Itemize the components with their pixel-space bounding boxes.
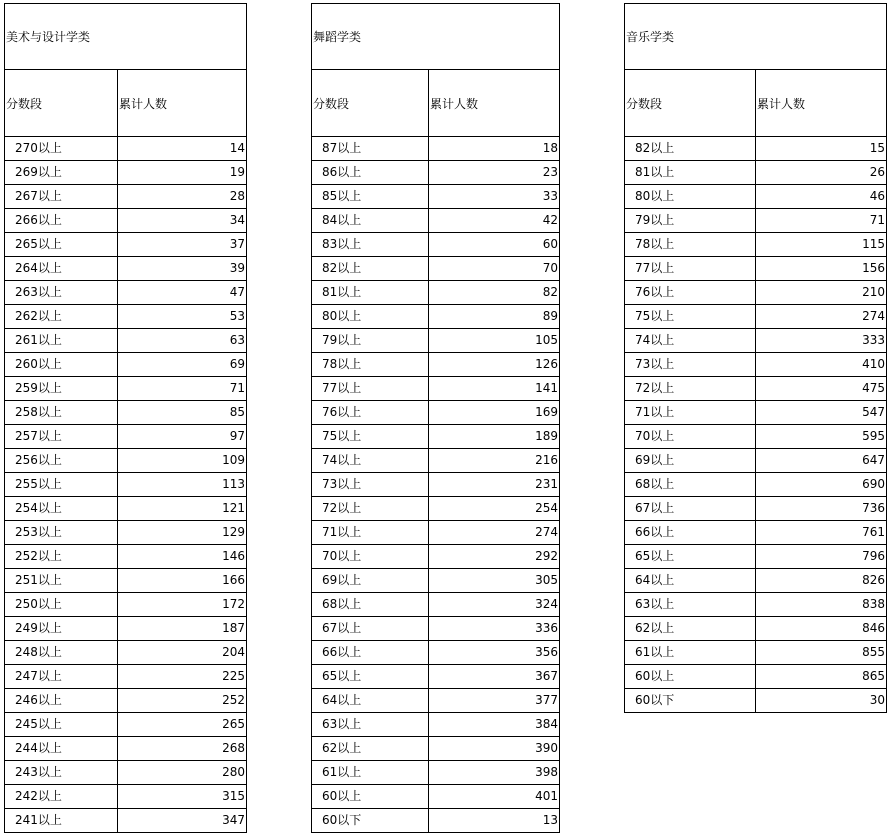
table-row [4, 209, 247, 233]
score-cell: 71以上 [624, 401, 755, 425]
table-row [624, 209, 887, 233]
count-cell: 475 [755, 377, 887, 401]
count-cell: 14 [117, 137, 247, 161]
table-row [311, 665, 560, 689]
table-row [311, 689, 560, 713]
count-cell: 33 [428, 185, 560, 209]
count-cell: 336 [428, 617, 560, 641]
table-row [311, 425, 560, 449]
count-cell: 826 [755, 569, 887, 593]
table-row [311, 281, 560, 305]
header-count: 累计人数 [428, 70, 560, 137]
count-cell: 225 [117, 665, 247, 689]
table-row [624, 617, 887, 641]
count-cell: 231 [428, 473, 560, 497]
count-cell: 690 [755, 473, 887, 497]
count-cell: 30 [755, 689, 887, 713]
score-cell: 251以上 [4, 569, 117, 593]
count-cell: 398 [428, 761, 560, 785]
table-row [624, 569, 887, 593]
table-row [624, 641, 887, 665]
table-row [311, 137, 560, 161]
count-cell: 69 [117, 353, 247, 377]
table-dance [311, 3, 560, 833]
table-row [311, 545, 560, 569]
table-row [311, 185, 560, 209]
score-cell: 75以上 [624, 305, 755, 329]
table-row [4, 689, 247, 713]
table-row [624, 401, 887, 425]
score-cell: 249以上 [4, 617, 117, 641]
table-row [311, 257, 560, 281]
table-art-design [4, 3, 247, 833]
count-cell: 42 [428, 209, 560, 233]
score-cell: 244以上 [4, 737, 117, 761]
score-cell: 75以上 [311, 425, 428, 449]
table-row [311, 161, 560, 185]
table-row [624, 281, 887, 305]
table-row [311, 761, 560, 785]
score-cell: 63以上 [624, 593, 755, 617]
score-cell: 60以上 [624, 665, 755, 689]
table-row [624, 425, 887, 449]
score-cell: 64以上 [311, 689, 428, 713]
table-row [311, 401, 560, 425]
score-cell: 245以上 [4, 713, 117, 737]
count-cell: 13 [428, 809, 560, 833]
score-cell: 250以上 [4, 593, 117, 617]
count-cell: 146 [117, 545, 247, 569]
table-row [4, 641, 247, 665]
header-count: 累计人数 [755, 70, 887, 137]
table-row [624, 521, 887, 545]
header-row [311, 70, 560, 137]
score-cell: 73以上 [311, 473, 428, 497]
table-row [311, 641, 560, 665]
count-cell: 115 [755, 233, 887, 257]
count-cell: 189 [428, 425, 560, 449]
count-cell: 97 [117, 425, 247, 449]
table-row [311, 497, 560, 521]
score-cell: 241以上 [4, 809, 117, 833]
score-cell: 80以上 [311, 305, 428, 329]
score-cell: 79以上 [624, 209, 755, 233]
score-cell: 68以上 [624, 473, 755, 497]
count-cell: 305 [428, 569, 560, 593]
score-cell: 70以上 [624, 425, 755, 449]
score-cell: 61以上 [311, 761, 428, 785]
score-cell: 69以上 [311, 569, 428, 593]
count-cell: 18 [428, 137, 560, 161]
count-cell: 71 [755, 209, 887, 233]
count-cell: 838 [755, 593, 887, 617]
count-cell: 15 [755, 137, 887, 161]
table-row [624, 665, 887, 689]
count-cell: 384 [428, 713, 560, 737]
count-cell: 82 [428, 281, 560, 305]
count-cell: 547 [755, 401, 887, 425]
score-cell: 261以上 [4, 329, 117, 353]
table-row [4, 257, 247, 281]
count-cell: 210 [755, 281, 887, 305]
count-cell: 595 [755, 425, 887, 449]
score-cell: 69以上 [624, 449, 755, 473]
header-row [4, 70, 247, 137]
table-row [4, 161, 247, 185]
table-row [311, 521, 560, 545]
score-cell: 265以上 [4, 233, 117, 257]
table-row [311, 713, 560, 737]
count-cell: 19 [117, 161, 247, 185]
count-cell: 23 [428, 161, 560, 185]
count-cell: 34 [117, 209, 247, 233]
count-cell: 274 [428, 521, 560, 545]
table-row [624, 329, 887, 353]
score-cell: 255以上 [4, 473, 117, 497]
table-row [4, 305, 247, 329]
table-row [4, 137, 247, 161]
score-cell: 66以上 [311, 641, 428, 665]
score-cell: 264以上 [4, 257, 117, 281]
score-cell: 70以上 [311, 545, 428, 569]
score-cell: 78以上 [311, 353, 428, 377]
score-cell: 71以上 [311, 521, 428, 545]
table-music [624, 3, 887, 713]
count-cell: 53 [117, 305, 247, 329]
score-cell: 267以上 [4, 185, 117, 209]
table-row [4, 185, 247, 209]
score-cell: 65以上 [311, 665, 428, 689]
count-cell: 356 [428, 641, 560, 665]
table-row [624, 185, 887, 209]
table-row [4, 329, 247, 353]
count-cell: 46 [755, 185, 887, 209]
score-cell: 81以上 [311, 281, 428, 305]
score-cell: 60以下 [624, 689, 755, 713]
table-row [4, 521, 247, 545]
score-cell: 77以上 [624, 257, 755, 281]
score-cell: 248以上 [4, 641, 117, 665]
count-cell: 216 [428, 449, 560, 473]
count-cell: 121 [117, 497, 247, 521]
count-cell: 647 [755, 449, 887, 473]
table-row [624, 593, 887, 617]
score-cell: 87以上 [311, 137, 428, 161]
score-cell: 83以上 [311, 233, 428, 257]
count-cell: 855 [755, 641, 887, 665]
score-cell: 72以上 [311, 497, 428, 521]
score-cell: 246以上 [4, 689, 117, 713]
table-row [4, 545, 247, 569]
score-cell: 67以上 [624, 497, 755, 521]
count-cell: 315 [117, 785, 247, 809]
count-cell: 70 [428, 257, 560, 281]
table-row [311, 617, 560, 641]
count-cell: 105 [428, 329, 560, 353]
count-cell: 254 [428, 497, 560, 521]
count-cell: 169 [428, 401, 560, 425]
count-cell: 63 [117, 329, 247, 353]
count-cell: 60 [428, 233, 560, 257]
count-cell: 156 [755, 257, 887, 281]
score-cell: 81以上 [624, 161, 755, 185]
count-cell: 28 [117, 185, 247, 209]
count-cell: 796 [755, 545, 887, 569]
table-row [624, 161, 887, 185]
score-cell: 79以上 [311, 329, 428, 353]
score-cell: 80以上 [624, 185, 755, 209]
count-cell: 367 [428, 665, 560, 689]
count-cell: 333 [755, 329, 887, 353]
count-cell: 37 [117, 233, 247, 257]
table-row [624, 473, 887, 497]
count-cell: 280 [117, 761, 247, 785]
table-row [4, 401, 247, 425]
table-row [624, 377, 887, 401]
table-row [311, 785, 560, 809]
count-cell: 71 [117, 377, 247, 401]
count-cell: 410 [755, 353, 887, 377]
count-cell: 39 [117, 257, 247, 281]
table-row [4, 353, 247, 377]
count-cell: 390 [428, 737, 560, 761]
table-row [4, 617, 247, 641]
score-cell: 77以上 [311, 377, 428, 401]
table-row [4, 785, 247, 809]
count-cell: 187 [117, 617, 247, 641]
table-row [624, 545, 887, 569]
table-row [4, 713, 247, 737]
count-cell: 113 [117, 473, 247, 497]
table-row [311, 449, 560, 473]
score-cell: 60以上 [311, 785, 428, 809]
table-title: 美术与设计学类 [4, 3, 247, 70]
count-cell: 172 [117, 593, 247, 617]
score-cell: 254以上 [4, 497, 117, 521]
table-row [4, 449, 247, 473]
table-row [624, 497, 887, 521]
table-row [624, 233, 887, 257]
score-cell: 60以下 [311, 809, 428, 833]
table-row [624, 257, 887, 281]
table-row [311, 209, 560, 233]
count-cell: 324 [428, 593, 560, 617]
table-row [4, 665, 247, 689]
score-cell: 62以上 [624, 617, 755, 641]
header-score: 分数段 [624, 70, 755, 137]
score-cell: 252以上 [4, 545, 117, 569]
score-cell: 78以上 [624, 233, 755, 257]
table-row [4, 377, 247, 401]
score-cell: 74以上 [311, 449, 428, 473]
table-row [311, 593, 560, 617]
table-row [4, 737, 247, 761]
count-cell: 129 [117, 521, 247, 545]
score-cell: 86以上 [311, 161, 428, 185]
table-row [311, 473, 560, 497]
score-cell: 260以上 [4, 353, 117, 377]
table-row [4, 809, 247, 833]
table-row [4, 425, 247, 449]
header-count: 累计人数 [117, 70, 247, 137]
score-cell: 256以上 [4, 449, 117, 473]
table-row [624, 353, 887, 377]
table-row [311, 305, 560, 329]
count-cell: 347 [117, 809, 247, 833]
table-row [624, 305, 887, 329]
score-cell: 65以上 [624, 545, 755, 569]
table-title: 舞蹈学类 [311, 3, 560, 70]
count-cell: 85 [117, 401, 247, 425]
score-cell: 64以上 [624, 569, 755, 593]
count-cell: 89 [428, 305, 560, 329]
table-row [311, 353, 560, 377]
count-cell: 846 [755, 617, 887, 641]
count-cell: 252 [117, 689, 247, 713]
table-row [311, 233, 560, 257]
score-cell: 263以上 [4, 281, 117, 305]
score-cell: 66以上 [624, 521, 755, 545]
header-row [624, 70, 887, 137]
count-cell: 109 [117, 449, 247, 473]
table-row [4, 569, 247, 593]
table-row [624, 689, 887, 713]
count-cell: 865 [755, 665, 887, 689]
count-cell: 204 [117, 641, 247, 665]
table-row [4, 281, 247, 305]
score-cell: 61以上 [624, 641, 755, 665]
score-cell: 72以上 [624, 377, 755, 401]
count-cell: 761 [755, 521, 887, 545]
score-cell: 67以上 [311, 617, 428, 641]
score-cell: 82以上 [624, 137, 755, 161]
table-row [624, 137, 887, 161]
table-row [311, 329, 560, 353]
score-cell: 242以上 [4, 785, 117, 809]
score-cell: 257以上 [4, 425, 117, 449]
table-row [311, 809, 560, 833]
count-cell: 292 [428, 545, 560, 569]
score-cell: 262以上 [4, 305, 117, 329]
score-cell: 68以上 [311, 593, 428, 617]
score-cell: 269以上 [4, 161, 117, 185]
header-score: 分数段 [4, 70, 117, 137]
score-cell: 84以上 [311, 209, 428, 233]
table-row [4, 497, 247, 521]
count-cell: 126 [428, 353, 560, 377]
table-row [311, 569, 560, 593]
score-cell: 76以上 [311, 401, 428, 425]
score-cell: 73以上 [624, 353, 755, 377]
score-cell: 259以上 [4, 377, 117, 401]
count-cell: 141 [428, 377, 560, 401]
header-score: 分数段 [311, 70, 428, 137]
count-cell: 26 [755, 161, 887, 185]
score-cell: 270以上 [4, 137, 117, 161]
count-cell: 377 [428, 689, 560, 713]
table-row [4, 761, 247, 785]
count-cell: 401 [428, 785, 560, 809]
table-row [311, 377, 560, 401]
score-cell: 266以上 [4, 209, 117, 233]
count-cell: 265 [117, 713, 247, 737]
score-cell: 63以上 [311, 713, 428, 737]
score-cell: 258以上 [4, 401, 117, 425]
table-row [4, 233, 247, 257]
count-cell: 274 [755, 305, 887, 329]
score-cell: 253以上 [4, 521, 117, 545]
score-cell: 82以上 [311, 257, 428, 281]
count-cell: 268 [117, 737, 247, 761]
table-row [624, 449, 887, 473]
count-cell: 736 [755, 497, 887, 521]
count-cell: 166 [117, 569, 247, 593]
score-cell: 243以上 [4, 761, 117, 785]
count-cell: 47 [117, 281, 247, 305]
table-row [311, 737, 560, 761]
score-cell: 62以上 [311, 737, 428, 761]
score-cell: 76以上 [624, 281, 755, 305]
score-cell: 85以上 [311, 185, 428, 209]
score-cell: 74以上 [624, 329, 755, 353]
table-row [4, 593, 247, 617]
table-row [4, 473, 247, 497]
table-title: 音乐学类 [624, 3, 887, 70]
score-cell: 247以上 [4, 665, 117, 689]
